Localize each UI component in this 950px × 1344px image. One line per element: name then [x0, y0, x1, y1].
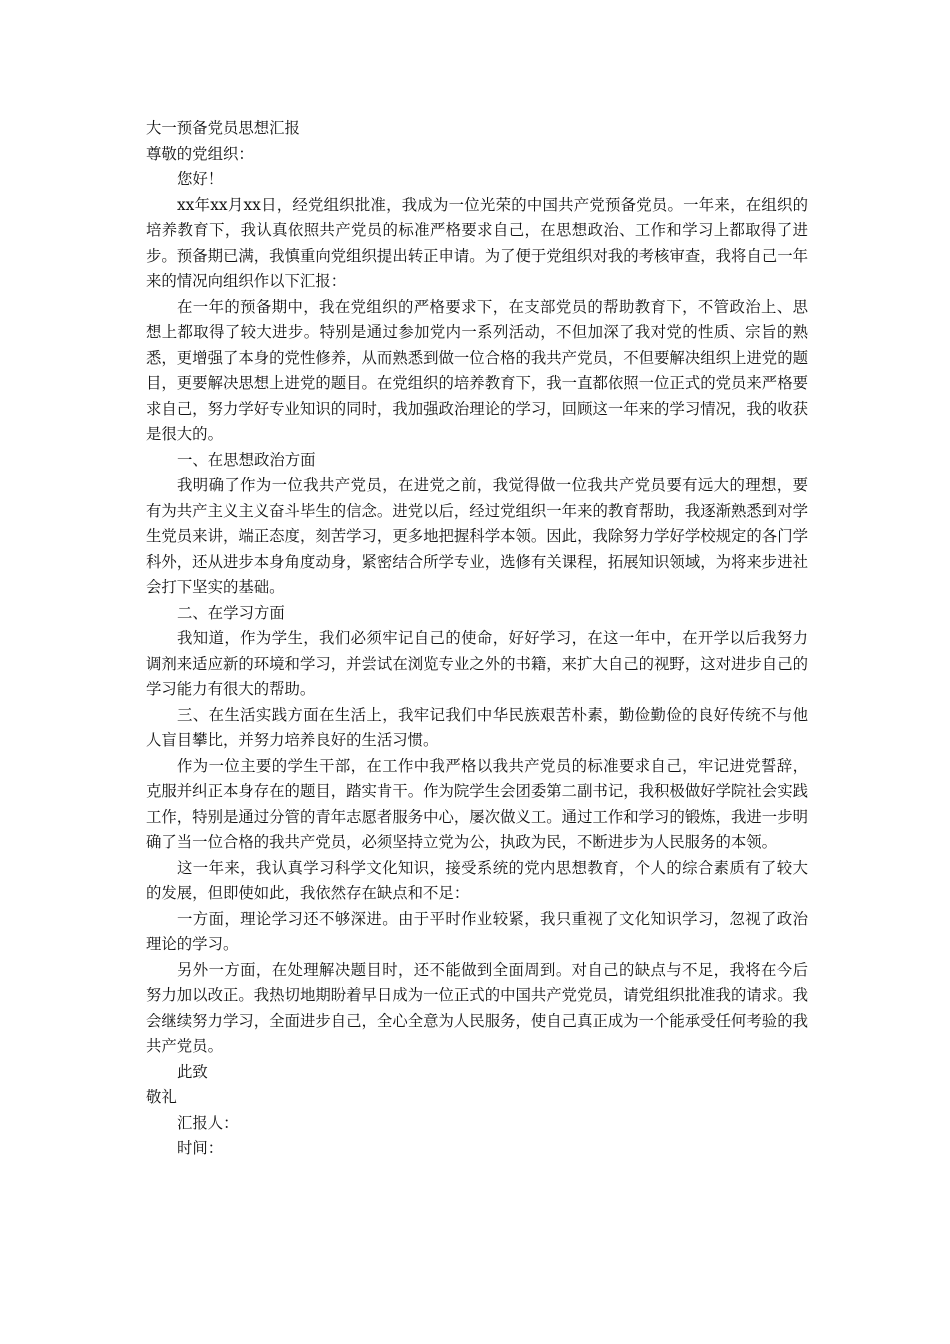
- greeting: 您好！: [177, 170, 224, 188]
- document-page: [146, 116, 808, 1162]
- document-title: 大一预备党员思想汇报: [146, 119, 300, 137]
- intro-paragraph: xx年xx月xx日，经党组织批准，我成为一位光荣的中国共产党预备党员。一年来，在组织的培养教育下，我认真依照共产党员的标准严格要求自己，在思想政治、工作和学习上都取得了进步。预备期已满，我慎重向党组织提出转正申请。为了便于党组织对我的考核审查，我将自己一年来的情况向组织作以下汇报：: [146, 195, 808, 290]
- salutation: 尊敬的党组织：: [146, 144, 254, 163]
- shortcoming-paragraph-1: 一方面，理论学习还不够深进。由于平时作业较紧，我只重视了文化知识学习，忽视了政治理论的学习。: [146, 909, 808, 953]
- time-label: 时间：: [177, 1139, 224, 1157]
- shortcoming-paragraph-2: 另外一方面，在处理解决题目时，还不能做到全面周到。对自己的缺点与不足，我将在今后努力加以改正。我热切地期盼着早日成为一位正式的中国共产党党员，请党组织批准我的请求。我会继续努力学习，全面进步自己，全心全意为人民服务，使自己真正成为一个能承受任何考验的我共产党员。: [146, 960, 808, 1055]
- section1-paragraph: 我明确了作为一位我共产党员，在进党之前，我觉得做一位我共产党员要有远大的理想，要有为共产主义主义奋斗毕生的信念。进党以后，经过党组织一年来的教育帮助，我逐渐熟悉到对学生党员来讲，端正态度，刻苦学习，更多地把握科学本领。因此，我除努力学好学校规定的各门学科外，还从进步本身角度动身，紧密结合所学专业，选修有关课程，拓展知识领域，为将来步进社会打下坚实的基础。: [146, 476, 808, 596]
- closing-line-1: 此致: [177, 1062, 208, 1081]
- reporter-label: 汇报人：: [177, 1113, 239, 1132]
- section1-heading: 一、在思想政治方面: [177, 450, 316, 469]
- section2-heading: 二、在学习方面: [177, 603, 285, 622]
- summary-paragraph: 这一年来，我认真学习科学文化知识，接受系统的党内思想教育，个人的综合素质有了较大的发展，但即使如此，我依然存在缺点和不足：: [146, 858, 808, 902]
- section2-paragraph: 我知道，作为学生，我们必须牢记自己的使命，好好学习，在这一年中，在开学以后我努力调剂来适应新的环境和学习，并尝试在浏览专业之外的书籍，来扩大自己的视野，这对进步自己的学习能力有很大的帮助。: [146, 629, 808, 698]
- closing-line-2: 敬礼: [146, 1088, 177, 1106]
- section3-paragraph-2: 作为一位主要的学生干部，在工作中我严格以我共产党员的标准要求自己，牢记进党誓辞，克服并纠正本身存在的题目，踏实肯干。作为院学生会团委第二副书记，我积极做好学院社会实践工作，特别是通过分管的青年志愿者服务中心，屡次做义工。通过工作和学习的锻炼，我进一步明确了当一位合格的我共产党员，必须坚持立党为公，执政为民，不断进步为人民服务的本领。: [146, 756, 808, 851]
- section3-paragraph: 三、在生活实践方面在生活上，我牢记我们中华民族艰苦朴素，勤俭勤俭的良好传统不与他人盲目攀比，并努力培养良好的生活习惯。: [146, 705, 808, 749]
- probation-paragraph: 在一年的预备期中，我在党组织的严格要求下，在支部党员的帮助教育下，不管政治上、思想上都取得了较大进步。特别是通过参加党内一系列活动，不但加深了我对党的性质、宗旨的熟悉，更增强了本身的党性修养，从而熟悉到做一位合格的我共产党员，不但要解决组织上进党的题目，更要解决思想上进党的题目。在党组织的培养教育下，我一直都依照一位正式的党员来严格要求自己，努力学好专业知识的同时，我加强政治理论的学习，回顾这一年来的学习情况，我的收获是很大的。: [146, 297, 808, 443]
